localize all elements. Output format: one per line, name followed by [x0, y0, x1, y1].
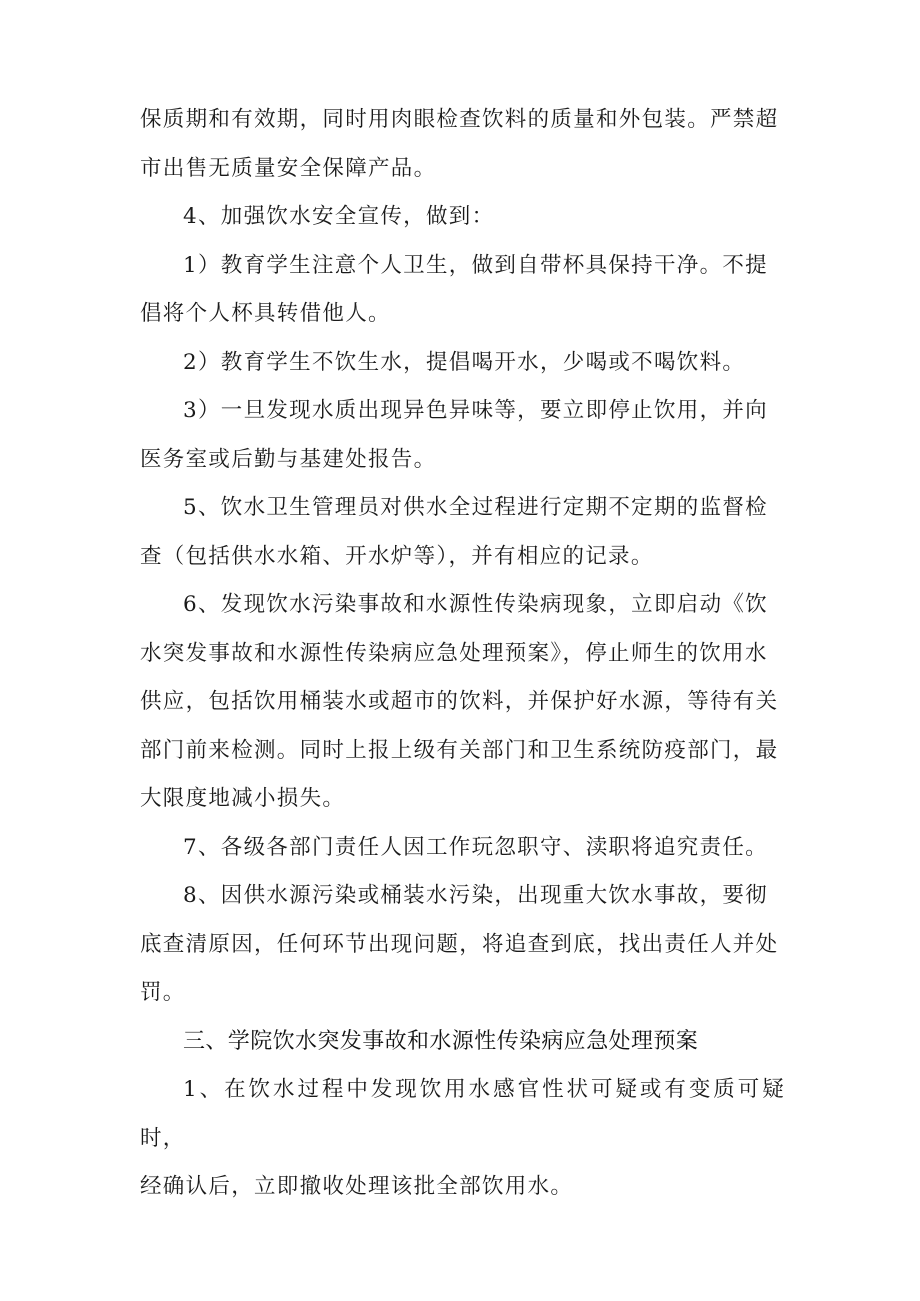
text-line: 2）教育学生不饮生水，提倡喝开水，少喝或不喝饮料。	[183, 349, 746, 375]
paragraph-sub-3	[140, 387, 785, 484]
text-line: 医务室或后勤与基建处报告。	[140, 446, 437, 472]
text-line: 底查清原因，任何环节出现问题，将追查到底，找出责任人并处	[140, 931, 779, 957]
text-line: 倡将个人杯具转借他人。	[140, 301, 391, 326]
text-line: 部门前来检测。同时上报上级有关部门和卫生系统防疫部门，最	[140, 737, 779, 763]
text-line: 大限度地减小损失。	[140, 786, 346, 811]
text-line: 市出售无质量安全保障产品。	[140, 155, 437, 181]
text-line: 8、因供水源污染或桶装水污染，出现重大饮水事故，要彻	[183, 883, 768, 908]
paragraph-sub-1	[140, 242, 785, 339]
paragraph-shelf-life	[140, 96, 785, 193]
text-line: 4、加强饮水安全宣传，做到：	[183, 204, 495, 229]
text-line: 查（包括供水水箱、开水炉等），并有相应的记录。	[140, 543, 654, 569]
paragraph-item-5	[140, 484, 785, 581]
paragraph-item-7	[140, 824, 785, 873]
section-heading-text: 三、学院饮水突发事故和水源性传染病应急处理预案	[183, 1028, 699, 1054]
text-line: 罚。	[140, 980, 186, 1005]
text-line: 1）教育学生注意个人卫生，做到自带杯具保持干净。不提	[183, 252, 768, 278]
text-line: 保质期和有效期，同时用肉眼检查饮料的质量和外包装。严禁超	[140, 107, 779, 132]
text-line: 7、各级各部门责任人因工作玩忽职守、渎职将追究责任。	[183, 834, 768, 860]
paragraph-sub-2	[140, 339, 785, 388]
paragraph-item-8	[140, 872, 785, 1018]
paragraph-item-4	[140, 193, 785, 242]
text-line: 供应，包括饮用桶装水或超市的饮料，并保护好水源，等待有关	[140, 689, 779, 714]
text-line: 经确认后，立即撤收处理该批全部饮用水。	[140, 1174, 574, 1199]
text-line: 5、饮水卫生管理员对供水全过程进行定期不定期的监督检	[183, 495, 768, 520]
text-line: 水突发事故和水源性传染病应急处理预案》，停止师生的饮用水	[140, 640, 768, 666]
text-line: 3）一旦发现水质出现异色异味等，要立即停止饮用，并向	[183, 398, 768, 423]
document-body	[140, 96, 785, 1212]
text-line: 6、发现饮水污染事故和水源性传染病现象，立即启动《饮	[183, 592, 768, 617]
section-heading-3	[140, 1018, 785, 1067]
text-line: 1、在饮水过程中发现饮用水感官性状可疑或有变质可疑时，	[140, 1077, 785, 1151]
paragraph-item-6	[140, 581, 785, 824]
paragraph-section3-item-1	[140, 1066, 785, 1212]
